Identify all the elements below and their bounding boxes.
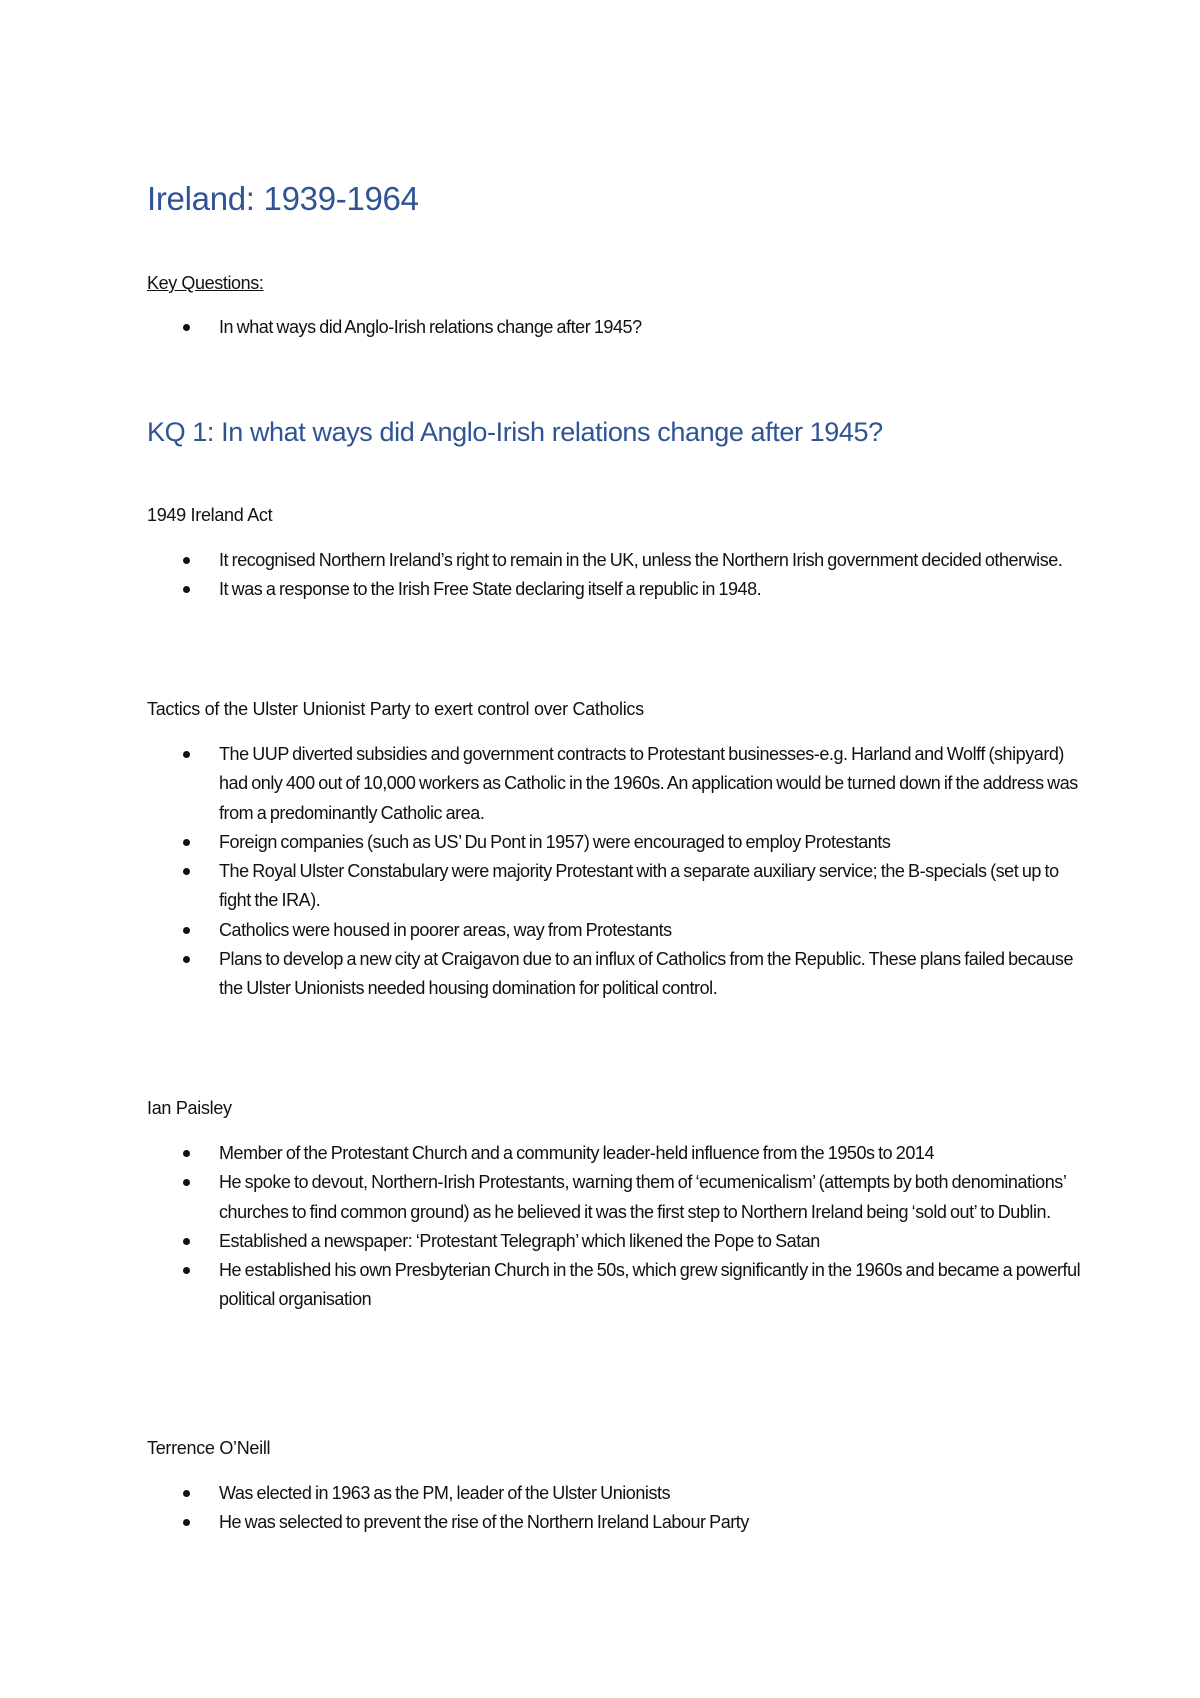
list-item bbox=[147, 1256, 1087, 1315]
bullet-icon bbox=[183, 868, 190, 875]
bullet-icon bbox=[183, 751, 190, 758]
bullet-text: Catholics were housed in poorer areas, way from Protestants bbox=[219, 919, 672, 940]
list-item bbox=[147, 1227, 1087, 1256]
bullet-icon bbox=[183, 1267, 190, 1274]
bullet-icon bbox=[183, 1490, 190, 1497]
bullet-icon bbox=[183, 324, 190, 331]
list-item bbox=[147, 916, 1087, 945]
section-list-ireland-act bbox=[147, 546, 1087, 605]
list-item bbox=[147, 828, 1087, 857]
bullet-text: Foreign companies (such as US’ Du Pont in 1957) were encouraged to employ Protestants bbox=[219, 831, 891, 852]
bullet-text: It recognised Northern Ireland’s right to remain in the UK, unless the Northern Irish government decided otherwise. bbox=[219, 550, 1063, 570]
section-list-terrence-oneill bbox=[147, 1479, 1087, 1538]
bullet-text: Was elected in 1963 as the PM, leader of the Ulster Unionists bbox=[219, 1483, 671, 1503]
bullet-icon bbox=[183, 1519, 190, 1526]
key-questions-label: Key Questions: bbox=[147, 273, 264, 293]
section-title-uup-tactics: Tactics of the Ulster Unionist Party to exert control over Catholics bbox=[147, 699, 644, 719]
bullet-icon bbox=[183, 586, 190, 593]
list-item bbox=[147, 1508, 1087, 1537]
list-item bbox=[147, 546, 1087, 575]
bullet-text: He spoke to devout, Northern-Irish Protestants, warning them of ‘ecumenicalism’ (attempts by both denominations’ churches to find common ground) as he believed it was the first step to Northern Ireland being ‘sold out’ to Dublin. bbox=[219, 1172, 1066, 1222]
list-item bbox=[147, 313, 1087, 342]
section-list-ian-paisley bbox=[147, 1139, 1087, 1315]
kq1-heading: KQ 1: In what ways did Anglo-Irish relations change after 1945? bbox=[147, 417, 883, 447]
section-title-ian-paisley: Ian Paisley bbox=[147, 1098, 232, 1118]
list-item bbox=[147, 1139, 1087, 1168]
list-item bbox=[147, 740, 1087, 828]
bullet-icon bbox=[183, 839, 190, 846]
bullet-icon bbox=[183, 956, 190, 963]
section-title-terrence-oneill: Terrence O’Neill bbox=[147, 1438, 271, 1458]
bullet-text: Member of the Protestant Church and a community leader-held influence from the 1950s to 2014 bbox=[219, 1143, 935, 1163]
bullet-icon bbox=[183, 927, 190, 934]
section-list-uup-tactics bbox=[147, 740, 1087, 1004]
bullet-icon bbox=[183, 557, 190, 564]
list-item bbox=[147, 857, 1087, 916]
key-questions-list bbox=[147, 313, 1087, 342]
bullet-text: The Royal Ulster Constabulary were majority Protestant with a separate auxiliary service; the B-specials (set up to fight the IRA). bbox=[219, 861, 1059, 911]
bullet-text: The UUP diverted subsidies and government contracts to Protestant businesses-e.g. Harland and Wolff (shipyard) had only 400 out of 10,000 workers as Catholic in the 1960s. An application would be turned down if the address was from a predominantly Catholic area. bbox=[219, 744, 1078, 823]
bullet-text: He was selected to prevent the rise of the Northern Ireland Labour Party bbox=[219, 1512, 749, 1533]
list-item bbox=[147, 1479, 1087, 1508]
list-item bbox=[147, 575, 1087, 604]
section-title-ireland-act: 1949 Ireland Act bbox=[147, 505, 273, 525]
bullet-text: He established his own Presbyterian Church in the 50s, which grew significantly in the 1960s and became a powerful political organisation bbox=[219, 1260, 1081, 1310]
bullet-icon bbox=[183, 1179, 190, 1186]
bullet-text: Plans to develop a new city at Craigavon due to an influx of Catholics from the Republic. These plans failed because the Ulster Unionists needed housing domination for political control. bbox=[219, 949, 1074, 999]
bullet-icon bbox=[183, 1238, 190, 1245]
list-item bbox=[147, 945, 1087, 1004]
bullet-text: In what ways did Anglo-Irish relations change after 1945? bbox=[219, 317, 642, 337]
bullet-text: Established a newspaper: ‘Protestant Telegraph’ which likened the Pope to Satan bbox=[219, 1230, 820, 1251]
page-title: Ireland: 1939-1964 bbox=[147, 180, 419, 217]
list-item bbox=[147, 1168, 1087, 1227]
bullet-text: It was a response to the Irish Free State declaring itself a republic in 1948. bbox=[219, 579, 762, 600]
bullet-icon bbox=[183, 1150, 190, 1157]
